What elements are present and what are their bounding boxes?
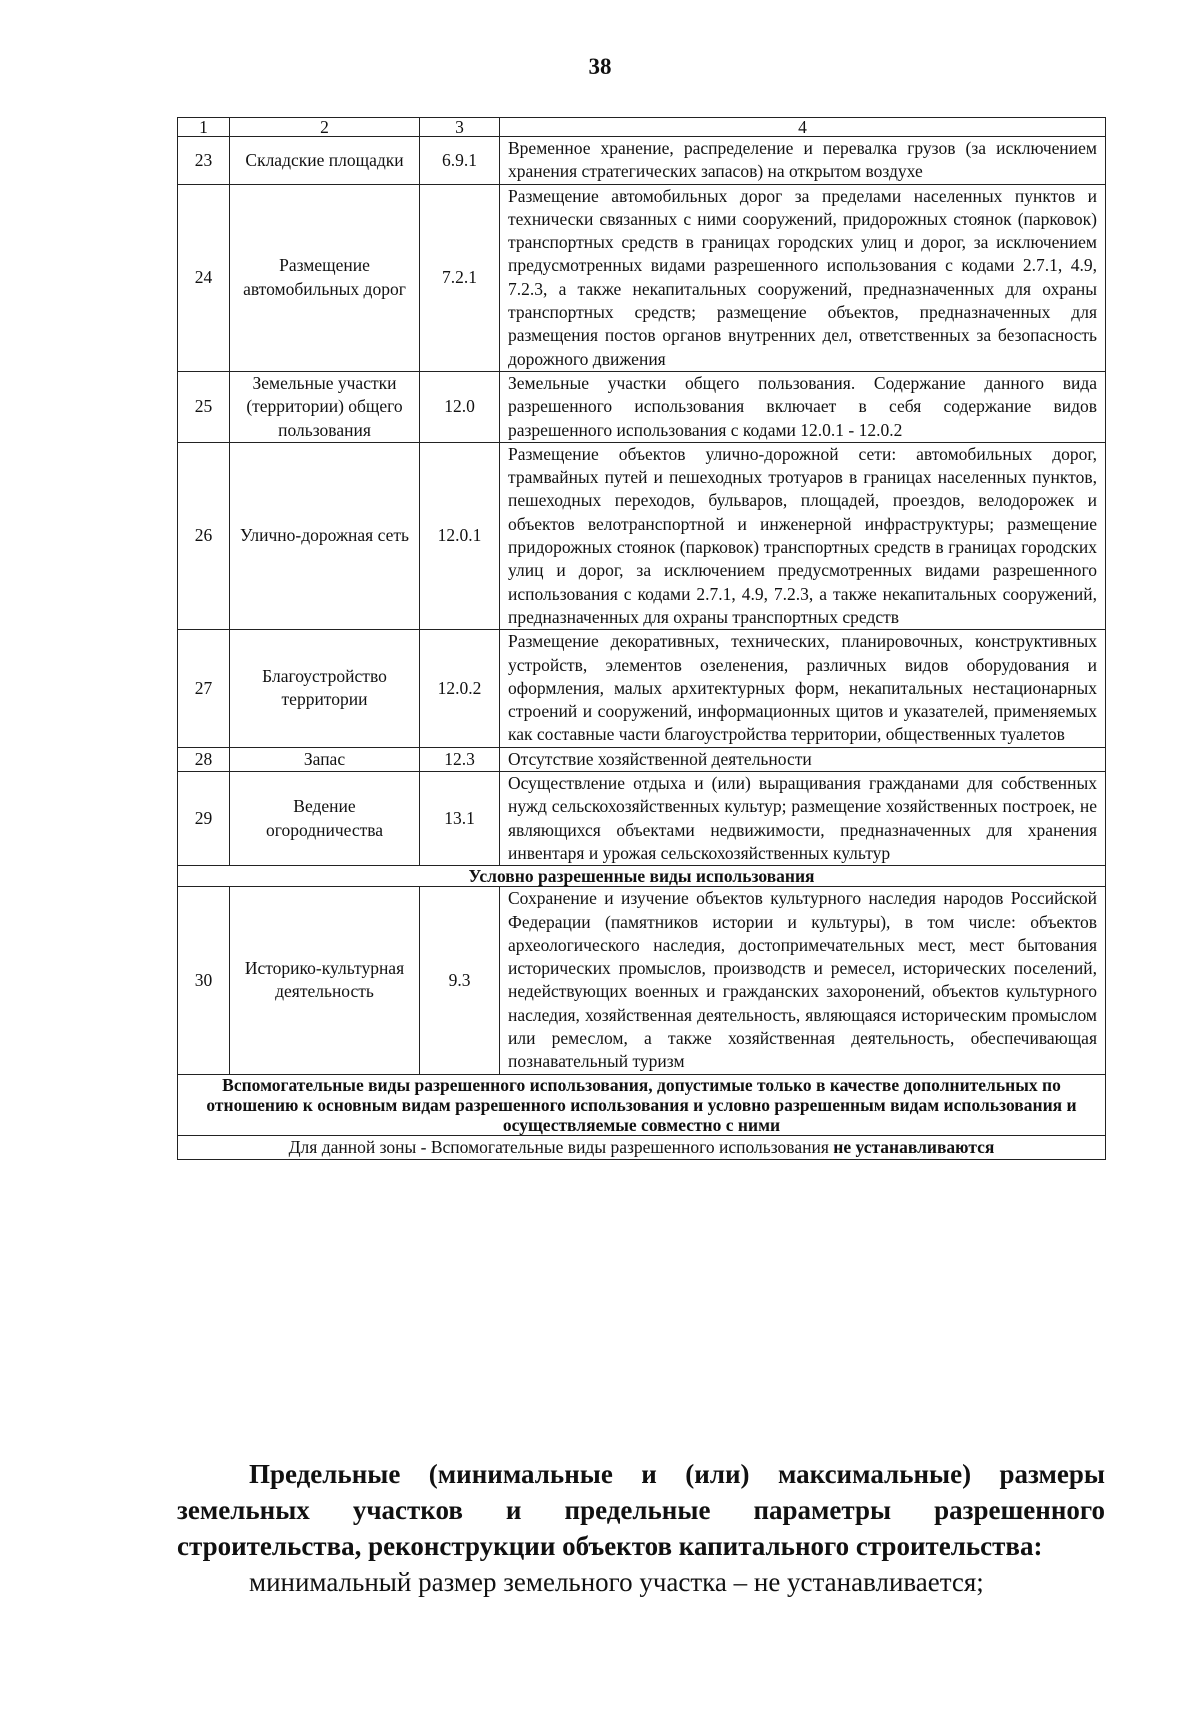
use-type-name: Благоустройство территории [230, 630, 420, 747]
header-col-1: 1 [178, 118, 230, 137]
use-type-code: 12.0.1 [420, 442, 500, 629]
conditional-section-title: Условно разрешенные виды использования [178, 866, 1106, 887]
use-type-code: 13.1 [420, 772, 500, 866]
table-row [178, 442, 1106, 629]
parameters-paragraph: минимальный размер земельного участка – не устанавливается; [249, 1567, 984, 1597]
use-type-name: Размещение автомобильных дорог [230, 184, 420, 371]
use-type-code: 7.2.1 [420, 184, 500, 371]
table-row [178, 371, 1106, 442]
parameters-heading: Предельные (минимальные и (или) максимальные) размеры земельных участков и предельные параметры разрешенного строительства, реконструкции объектов капитального строительства: [177, 1459, 1105, 1561]
row-number: 28 [178, 747, 230, 771]
auxiliary-note-bold: не устанавливаются [833, 1136, 995, 1157]
use-type-code: 12.3 [420, 747, 500, 771]
use-type-description: Сохранение и изучение объектов культурного наследия народов Российской Федерации (памятников истории и культуры), в том числе: объектов археологического наследия, достопримечательных мест, мест бытования исторических промыслов, производств и ремесел, исторических поселений, недействующих военных и гражданских захоронений, объектов культурного наследия, хозяйственная деятельность, являющаяся историческим промыслом или ремеслом, а также хозяйственная деятельность, обеспечивающая познавательный туризм [500, 887, 1106, 1074]
row-number: 24 [178, 184, 230, 371]
use-type-description: Размещение автомобильных дорог за пределами населенных пунктов и технически связанных с ними сооружений, придорожных стоянок (парковок) транспортных средств в границах городских улиц и дорог, за исключением предусмотренных видами разрешенного использования с кодами 2.7.1, 4.9, 7.2.3, а также некапитальных сооружений, предназначенных для охраны транспортных средств; размещение объектов, предназначенных для размещения постов органов внутренних дел, ответственных за безопасность дорожного движения [500, 184, 1106, 371]
row-number: 29 [178, 772, 230, 866]
use-type-name: Запас [230, 747, 420, 771]
row-number: 30 [178, 887, 230, 1074]
use-type-code: 6.9.1 [420, 137, 500, 185]
table-row [178, 747, 1106, 771]
table-row [178, 887, 1106, 1074]
auxiliary-section-title: Вспомогательные виды разрешенного использования, допустимые только в качестве дополнительных по отношению к основным видам разрешенного использования и условно разрешенным видам использования и осуществляемые совместно с ними [178, 1074, 1106, 1135]
use-type-description: Временное хранение, распределение и перевалка грузов (за исключением хранения стратегических запасов) на открытом воздухе [500, 137, 1106, 185]
use-type-code: 9.3 [420, 887, 500, 1074]
use-type-description: Размещение декоративных, технических, планировочных, конструктивных устройств, элементов озеленения, различных видов оборудования и оформления, малых архитектурных форм, некапитальных нестационарных строений и сооружений, информационных щитов и указателей, применяемых как составные части благоустройства территории, общественных туалетов [500, 630, 1106, 747]
auxiliary-section-row [178, 1074, 1106, 1135]
auxiliary-note [178, 1135, 1106, 1159]
table-row [178, 184, 1106, 371]
table-row [178, 137, 1106, 185]
use-type-name: Ведение огородничества [230, 772, 420, 866]
use-type-code: 12.0 [420, 371, 500, 442]
header-col-2: 2 [230, 118, 420, 137]
use-type-description: Отсутствие хозяйственной деятельности [500, 747, 1106, 771]
table-row [178, 630, 1106, 747]
use-type-description: Земельные участки общего пользования. Содержание данного вида разрешенного использования включает в себя содержание видов разрешенного использования с кодами 12.0.1 - 12.0.2 [500, 371, 1106, 442]
table-row [178, 772, 1106, 866]
row-number: 23 [178, 137, 230, 185]
header-col-3: 3 [420, 118, 500, 137]
use-type-name: Складские площадки [230, 137, 420, 185]
use-type-description: Осуществление отдыха и (или) выращивания гражданами для собственных нужд сельскохозяйственных культур; размещение хозяйственных построек, не являющихся объектами недвижимости, предназначенных для хранения инвентаря и урожая сельскохозяйственных культур [500, 772, 1106, 866]
header-col-4: 4 [500, 118, 1106, 137]
page-number: 38 [588, 54, 612, 79]
use-type-name: Улично-дорожная сеть [230, 442, 420, 629]
row-number: 27 [178, 630, 230, 747]
table-header-row [178, 118, 1106, 137]
use-type-code: 12.0.2 [420, 630, 500, 747]
conditional-section-row [178, 866, 1106, 887]
row-number: 26 [178, 442, 230, 629]
parameters-section [177, 1456, 1105, 1600]
use-type-name: Земельные участки (территории) общего пользования [230, 371, 420, 442]
auxiliary-note-row [178, 1135, 1106, 1159]
auxiliary-note-prefix: Для данной зоны - Вспомогательные виды разрешенного использования [288, 1136, 834, 1157]
use-type-description: Размещение объектов улично-дорожной сети: автомобильных дорог, трамвайных путей и пешеходных тротуаров в границах населенных пунктов, пешеходных переходов, бульваров, площадей, проездов, велодорожек и объектов велотранспортной и инженерной инфраструктуры; размещение придорожных стоянок (парковок) транспортных средств в границах городских улиц и дорог, за исключением предусмотренных видами разрешенного использования с кодами 2.7.1, 4.9, 7.2.3, а также некапитальных сооружений, предназначенных для охраны транспортных средств [500, 442, 1106, 629]
use-type-name: Историко-культурная деятельность [230, 887, 420, 1074]
row-number: 25 [178, 371, 230, 442]
land-use-table [177, 117, 1106, 1160]
